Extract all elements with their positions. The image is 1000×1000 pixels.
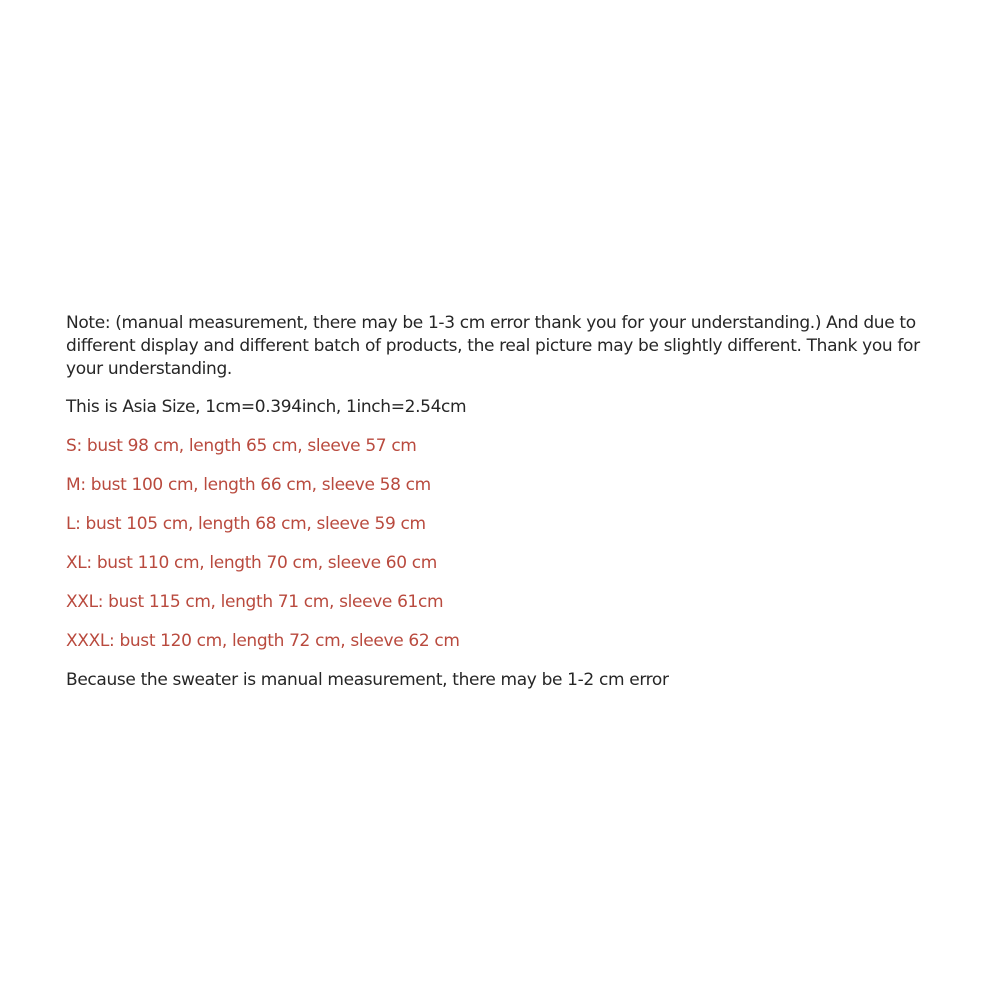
- asia-size-conversion: This is Asia Size, 1cm=0.394inch, 1inch=2.54cm: [66, 397, 467, 417]
- measurement-note: Note: (manual measurement, there may be 1-3 cm error thank you for your understanding.) And due to different display and different batch of products, the real picture may be slightly different. Thank you for your understanding.: [66, 313, 920, 379]
- measurement-error-footer: Because the sweater is manual measurement, there may be 1-2 cm error: [66, 670, 669, 690]
- size-row-xxl: XXL: bust 115 cm, length 71 cm, sleeve 61cm: [66, 592, 444, 612]
- size-row-xxxl: XXXL: bust 120 cm, length 72 cm, sleeve 62 cm: [66, 631, 460, 651]
- size-list: [66, 435, 956, 653]
- size-row-s: S: bust 98 cm, length 65 cm, sleeve 57 cm: [66, 436, 417, 456]
- size-row-m: M: bust 100 cm, length 66 cm, sleeve 58 cm: [66, 475, 431, 495]
- size-chart-document: [66, 312, 956, 692]
- size-row-l: L: bust 105 cm, length 68 cm, sleeve 59 cm: [66, 514, 426, 534]
- size-row-xl: XL: bust 110 cm, length 70 cm, sleeve 60 cm: [66, 553, 437, 573]
